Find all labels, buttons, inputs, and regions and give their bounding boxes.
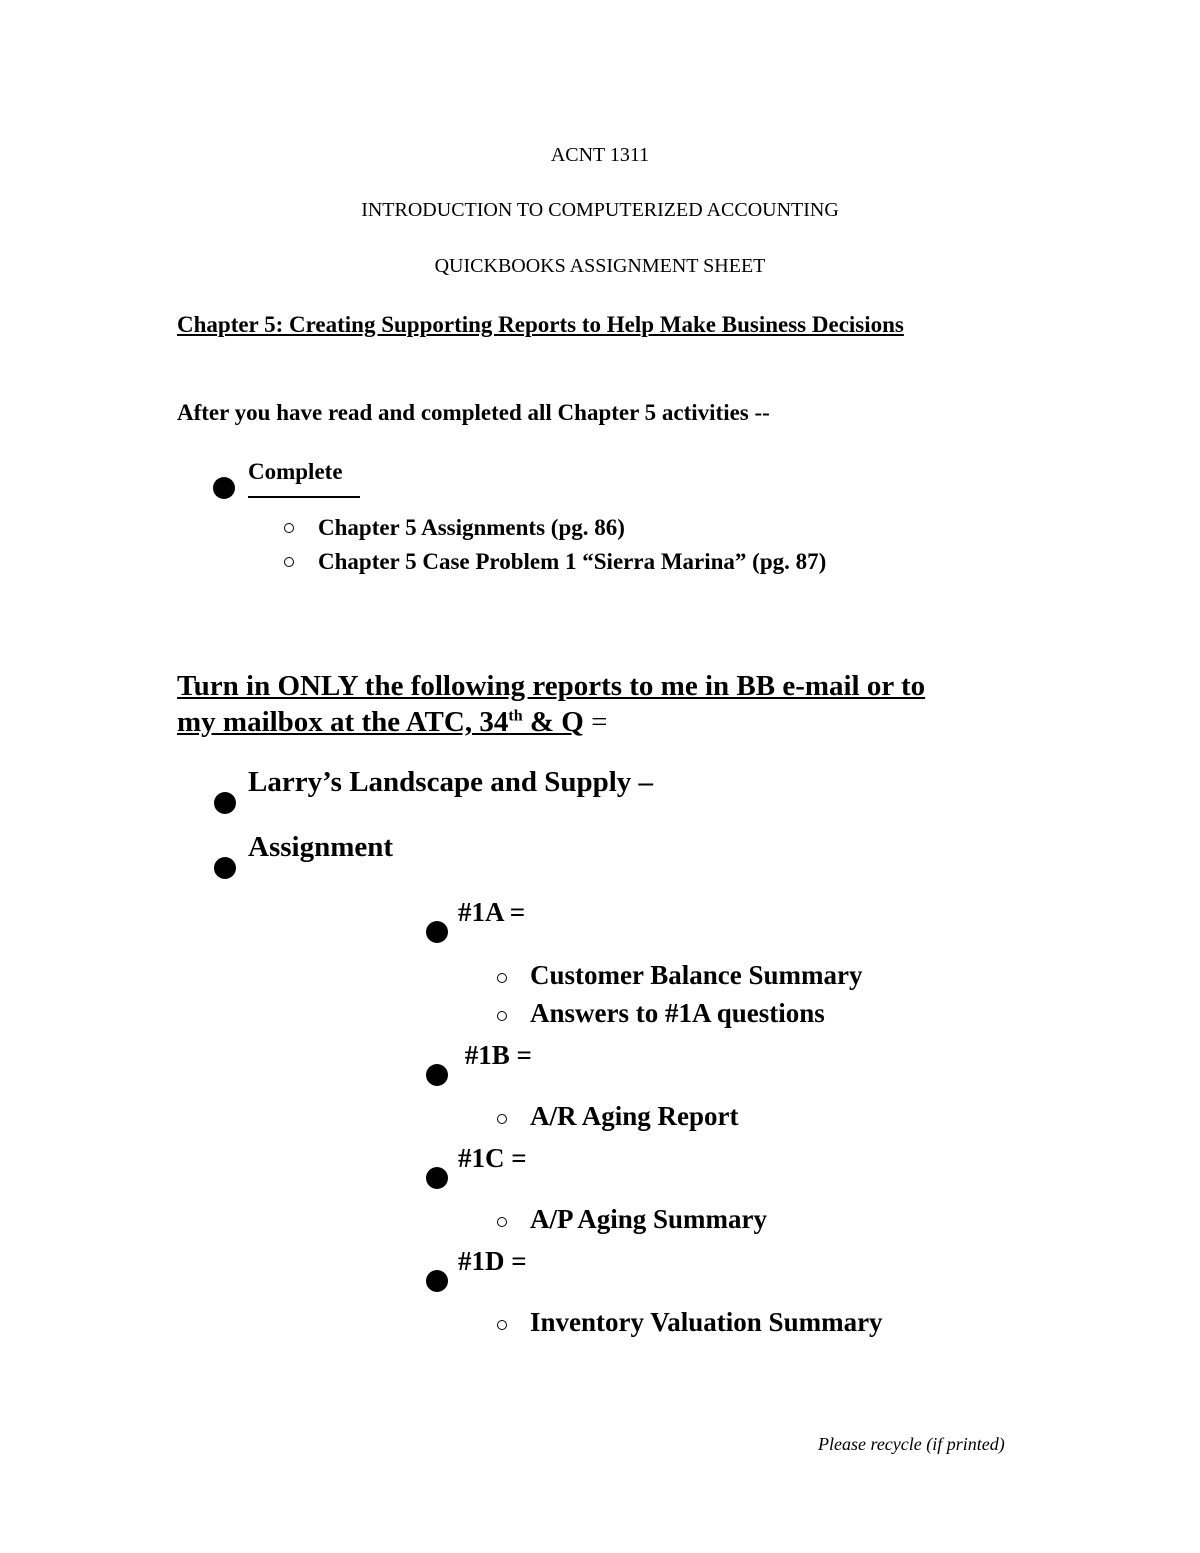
report-item: A/R Aging Report xyxy=(530,1101,739,1131)
turn-in-line2-end: & Q xyxy=(522,706,584,738)
turn-in-instructions xyxy=(177,668,1057,740)
bullet-circle-icon xyxy=(497,1217,507,1227)
complete-item: Chapter 5 Case Problem 1 “Sierra Marina” (pg. 87) xyxy=(318,549,827,574)
bullet-dot-icon xyxy=(426,921,448,943)
course-title: INTRODUCTION TO COMPUTERIZED ACCOUNTING xyxy=(361,199,839,221)
bullet-circle-icon xyxy=(284,557,294,567)
report-item: A/P Aging Summary xyxy=(530,1204,768,1234)
complete-underline xyxy=(248,496,360,498)
assignment-1a-label: #1A = xyxy=(458,897,526,927)
assignment-1d-label: #1D = xyxy=(458,1246,527,1276)
report-item: Answers to #1A questions xyxy=(530,998,825,1028)
company-name: Larry’s Landscape and Supply – xyxy=(248,766,654,798)
bullet-dot-icon xyxy=(426,1270,448,1292)
bullet-circle-icon xyxy=(497,1320,507,1330)
bullet-dot-icon xyxy=(213,477,235,499)
footer-note: Please recycle (if printed) xyxy=(818,1434,1005,1454)
bullet-dot-icon xyxy=(426,1064,448,1086)
bullet-dot-icon xyxy=(214,857,236,879)
turn-in-superscript: th xyxy=(508,707,523,725)
assignment-1c-label: #1C = xyxy=(458,1143,527,1173)
assignment-label: Assignment xyxy=(248,831,394,863)
bullet-circle-icon xyxy=(284,523,294,533)
turn-in-line2: my mailbox at the ATC, 34 xyxy=(177,706,509,738)
turn-in-line1: Turn in ONLY the following reports to me in BB e-mail or to xyxy=(177,670,926,702)
report-item: Customer Balance Summary xyxy=(530,960,863,990)
bullet-dot-icon xyxy=(426,1167,448,1189)
bullet-circle-icon xyxy=(497,1011,507,1021)
sheet-title: QUICKBOOKS ASSIGNMENT SHEET xyxy=(434,255,766,277)
bullet-dot-icon xyxy=(214,792,236,814)
instructions-text: After you have read and completed all Chapter 5 activities -- xyxy=(177,400,770,425)
bullet-circle-icon xyxy=(497,1114,507,1124)
assignment-1b-label: #1B = xyxy=(458,1040,532,1070)
report-item: Inventory Valuation Summary xyxy=(530,1307,883,1337)
bullet-circle-icon xyxy=(497,973,507,983)
course-code: ACNT 1311 xyxy=(550,144,650,166)
turn-in-equals: = xyxy=(583,706,608,738)
complete-item: Chapter 5 Assignments (pg. 86) xyxy=(318,515,625,540)
complete-label: Complete xyxy=(248,459,343,484)
chapter-heading: Chapter 5: Creating Supporting Reports to Help Make Business Decisions xyxy=(177,312,904,337)
